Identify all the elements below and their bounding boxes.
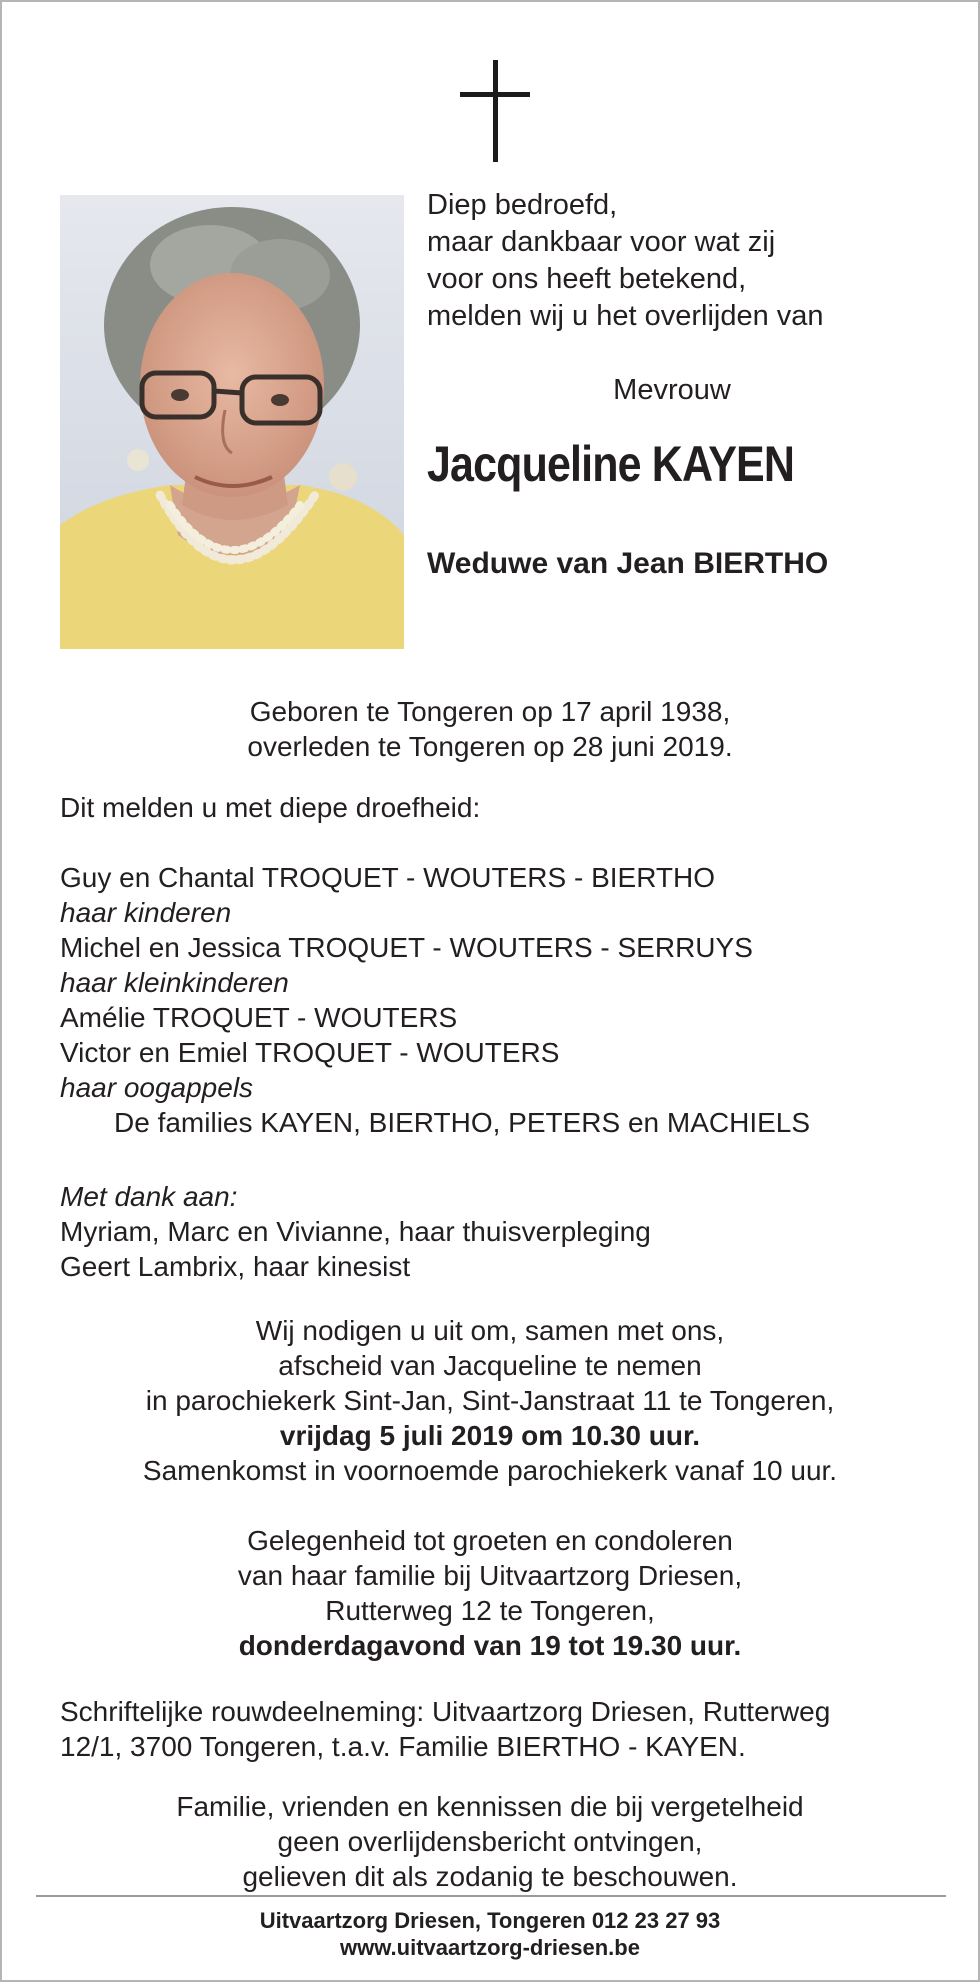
thanks-line: Myriam, Marc en Vivianne, haar thuisverpleging [60, 1216, 651, 1247]
closing-line: geen overlijdensbericht ontvingen, [277, 1826, 703, 1857]
family-great-2: Victor en Emiel TROQUET - WOUTERS [60, 1037, 560, 1068]
deceased-name: Jacqueline KAYEN [427, 436, 795, 492]
ceremony-line: Samenkomst in voornoemde parochiekerk vanaf 10 uur. [142, 1455, 838, 1486]
condolence-line: van haar familie bij Uitvaartzorg Driesen, [237, 1560, 743, 1591]
intro-line: maar dankbaar voor wat zij [427, 226, 776, 258]
family-families: De families KAYEN, BIERTHO, PETERS en MACHIELS [114, 1107, 811, 1138]
closing-line: Familie, vrienden en kennissen die bij vergetelheid [176, 1791, 804, 1822]
condolence-line: Rutterweg 12 te Tongeren, [325, 1595, 655, 1626]
footer-company: Uitvaartzorg Driesen, Tongeren 012 23 27 93 [259, 1908, 721, 1933]
family-great-label: haar oogappels [60, 1072, 254, 1103]
portrait-photo [60, 195, 404, 649]
family-list [60, 860, 810, 1140]
ceremony-line: Wij nodigen u uit om, samen met ons, [255, 1315, 725, 1346]
ceremony-line: afscheid van Jacqueline te nemen [278, 1350, 702, 1381]
death-line: overleden te Tongeren op 28 juni 2019. [247, 731, 733, 762]
birth-line: Geboren te Tongeren op 17 april 1938, [249, 696, 731, 727]
family-great-1: Amélie TROQUET - WOUTERS [60, 1002, 458, 1033]
intro-text [427, 187, 824, 335]
family-grandchildren: Michel en Jessica TROQUET - WOUTERS - SERRUYS [60, 932, 753, 963]
condolence-time: donderdagavond van 19 tot 19.30 uur. [238, 1630, 742, 1661]
ceremony-line: in parochiekerk Sint-Jan, Sint-Janstraat 11 te Tongeren, [145, 1385, 835, 1416]
family-children: Guy en Chantal TROQUET - WOUTERS - BIERTHO [60, 862, 716, 893]
footer-website[interactable]: www.uitvaartzorg-driesen.be [340, 1935, 640, 1960]
spouse-line: Weduwe van Jean BIERTHO [427, 547, 829, 580]
intro-line: voor ons heeft betekend, [427, 263, 747, 295]
honorific: Mevrouw [613, 374, 731, 406]
closing-line: gelieven dit als zodanig te beschouwen. [242, 1861, 738, 1892]
family-grandchildren-label: haar kleinkinderen [60, 967, 289, 998]
written-line: Schriftelijke rouwdeelneming: Uitvaartzorg Driesen, Rutterweg [60, 1696, 831, 1727]
written-line: 12/1, 3700 Tongeren, t.a.v. Familie BIERTHO - KAYEN. [60, 1731, 746, 1762]
ceremony-date: vrijdag 5 juli 2019 om 10.30 uur. [279, 1420, 701, 1451]
footer-divider [36, 1895, 946, 1897]
thanks-label: Met dank aan: [60, 1181, 238, 1212]
thanks-block [60, 1179, 651, 1284]
condolence-block [2, 1523, 978, 1663]
thanks-line: Geert Lambrix, haar kinesist [60, 1251, 411, 1282]
closing-block [2, 1789, 978, 1894]
intro-line: Diep bedroefd, [427, 189, 618, 221]
cross-icon [460, 60, 530, 162]
condolence-line: Gelegenheid tot groeten en condoleren [247, 1525, 733, 1556]
announce-line: Dit melden u met diepe droefheid: [60, 792, 481, 823]
written-condolence [60, 1694, 830, 1764]
ceremony-block [2, 1313, 978, 1488]
family-children-label: haar kinderen [60, 897, 232, 928]
intro-line: melden wij u het overlijden van [427, 300, 824, 332]
dates-block [2, 694, 978, 764]
footer [2, 1907, 978, 1961]
